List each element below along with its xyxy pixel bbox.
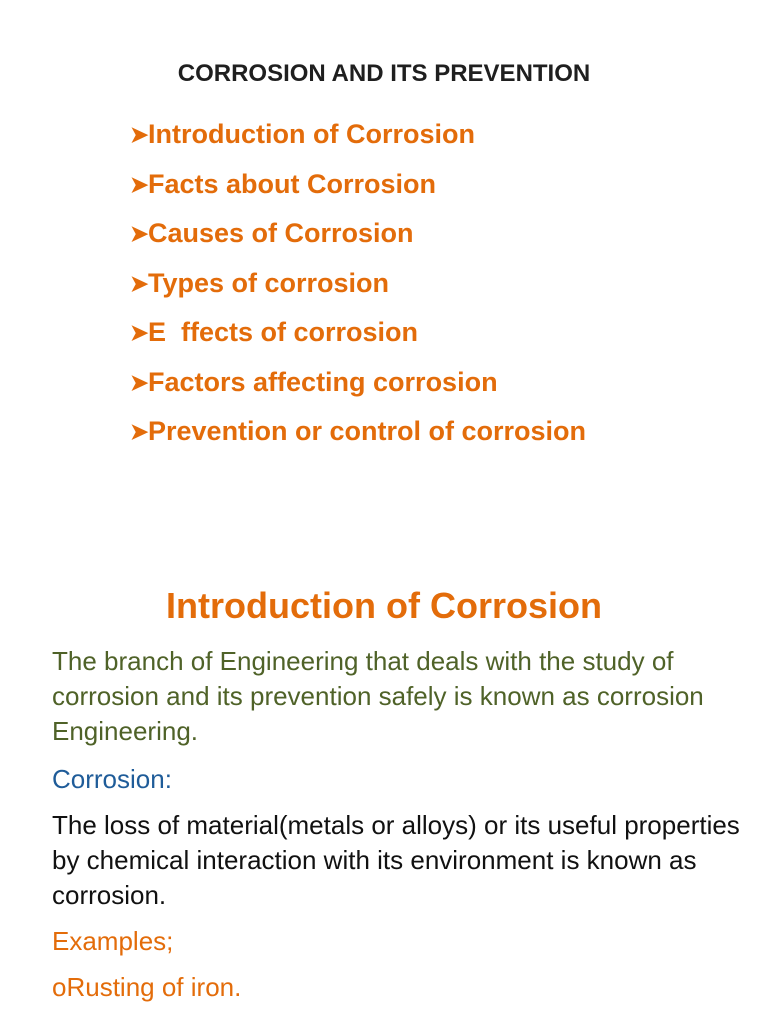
example-text: Rusting of iron. [66, 972, 242, 1002]
arrow-bullet-icon: ➤ [130, 122, 149, 147]
list-item [130, 162, 586, 212]
circle-bullet-icon: o [52, 972, 67, 1002]
list-item-label: Causes of Corrosion [148, 218, 414, 248]
list-item [130, 211, 586, 261]
list-item [130, 261, 586, 311]
list-item [130, 310, 586, 360]
corrosion-definition: The loss of material(metals or alloys) or its useful properties by chemical interaction with its environment is known as corrosion. [52, 810, 740, 910]
arrow-bullet-icon: ➤ [130, 221, 149, 246]
list-item-label: Types of corrosion [148, 267, 390, 298]
list-item-label: Facts about Corrosion [148, 168, 437, 199]
arrow-bullet-icon: ➤ [130, 270, 149, 296]
examples-label: Examples; [52, 926, 174, 956]
section-heading: Introduction of Corrosion [166, 585, 602, 626]
slide-title: CORROSION AND ITS PREVENTION [177, 60, 591, 87]
list-item-label: Prevention or control of corrosion [148, 416, 587, 446]
list-item [130, 409, 586, 459]
list-item [130, 360, 586, 410]
arrow-bullet-icon: ➤ [130, 320, 149, 345]
arrow-bullet-icon: ➤ [130, 419, 149, 444]
definition-paragraph: The branch of Engineering that deals with the study of corrosion and its prevention safely is known as corrosion Engineering. [52, 646, 704, 746]
arrow-bullet-icon: ➤ [130, 369, 149, 395]
topic-list [130, 112, 586, 459]
list-item [130, 112, 586, 162]
corrosion-label: Corrosion: [52, 764, 172, 794]
list-item-label: Introduction of Corrosion [148, 119, 475, 149]
list-item [52, 970, 752, 1005]
list-item-label: Factors affecting corrosion [148, 366, 498, 397]
arrow-bullet-icon: ➤ [130, 171, 149, 197]
list-item-label: E ffects of corrosion [148, 317, 419, 347]
